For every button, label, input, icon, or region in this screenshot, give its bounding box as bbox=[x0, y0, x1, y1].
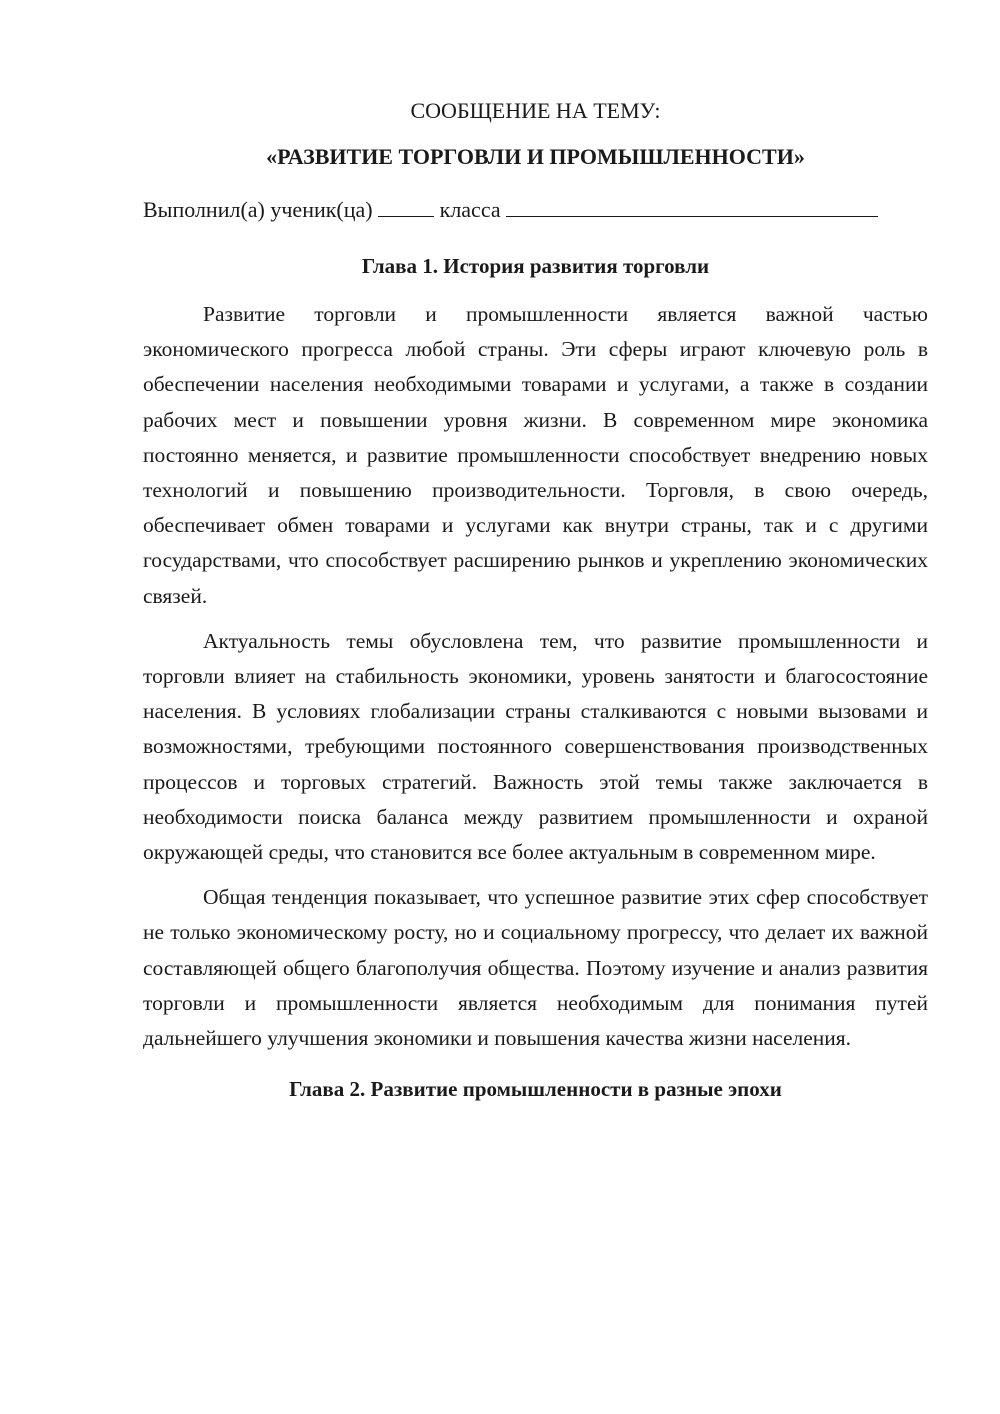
paragraph: Общая тенденция показывает, что успешное развитие этих сфер способствует не только экономическому росту, но и социальному прогрессу, что делает их важной составляющей общего благополучия общества. Поэтому изучение и анализ развития торговли и промышленности является необходимым для понимания путей дальнейшего улучшения экономики и повышения качества жизни населения. bbox=[143, 885, 928, 1051]
class-number-blank bbox=[378, 194, 434, 217]
student-name-blank bbox=[506, 194, 878, 217]
document-title: «РАЗВИТИЕ ТОРГОВЛИ И ПРОМЫШЛЕННОСТИ» bbox=[266, 144, 805, 169]
author-prefix: Выполнил(а) ученик(ца) bbox=[143, 197, 373, 222]
chapter-2-title: Глава 2. Развитие промышленности в разные эпохи bbox=[289, 1077, 782, 1102]
author-line bbox=[143, 194, 928, 225]
class-label: класса bbox=[439, 197, 501, 222]
paragraph: Развитие торговли и промышленности является важной частью экономического прогресса любой страны. Эти сферы играют ключевую роль в обеспечении населения необходимыми товарами и услугами, а также в создании рабочих мест и повышении уровня жизни. В современном мире экономика постоянно меняется, и развитие промышленности способствует внедрению новых технологий и повышению производительности. Торговля, в свою очередь, обеспечивает обмен товарами и услугами как внутри страны, так и с другими государствами, что способствует расширению рынков и укреплению экономических связей. bbox=[143, 302, 928, 608]
topic-line: СООБЩЕНИЕ НА ТЕМУ: bbox=[410, 98, 661, 123]
chapter-1-title: Глава 1. История развития торговли bbox=[361, 254, 710, 278]
paragraph: Актуальность темы обусловлена тем, что развитие промышленности и торговли влияет на стабильность экономики, уровень занятости и благосостояние населения. В условиях глобализации страны сталкиваются с новыми вызовами и возможностями, требующими постоянного совершенствования производственных процессов и торговых стратегий. Важность этой темы также заключается в необходимости поиска баланса между развитием промышленности и охраной окружающей среды, что становится все более актуальным в современном мире. bbox=[143, 628, 928, 865]
